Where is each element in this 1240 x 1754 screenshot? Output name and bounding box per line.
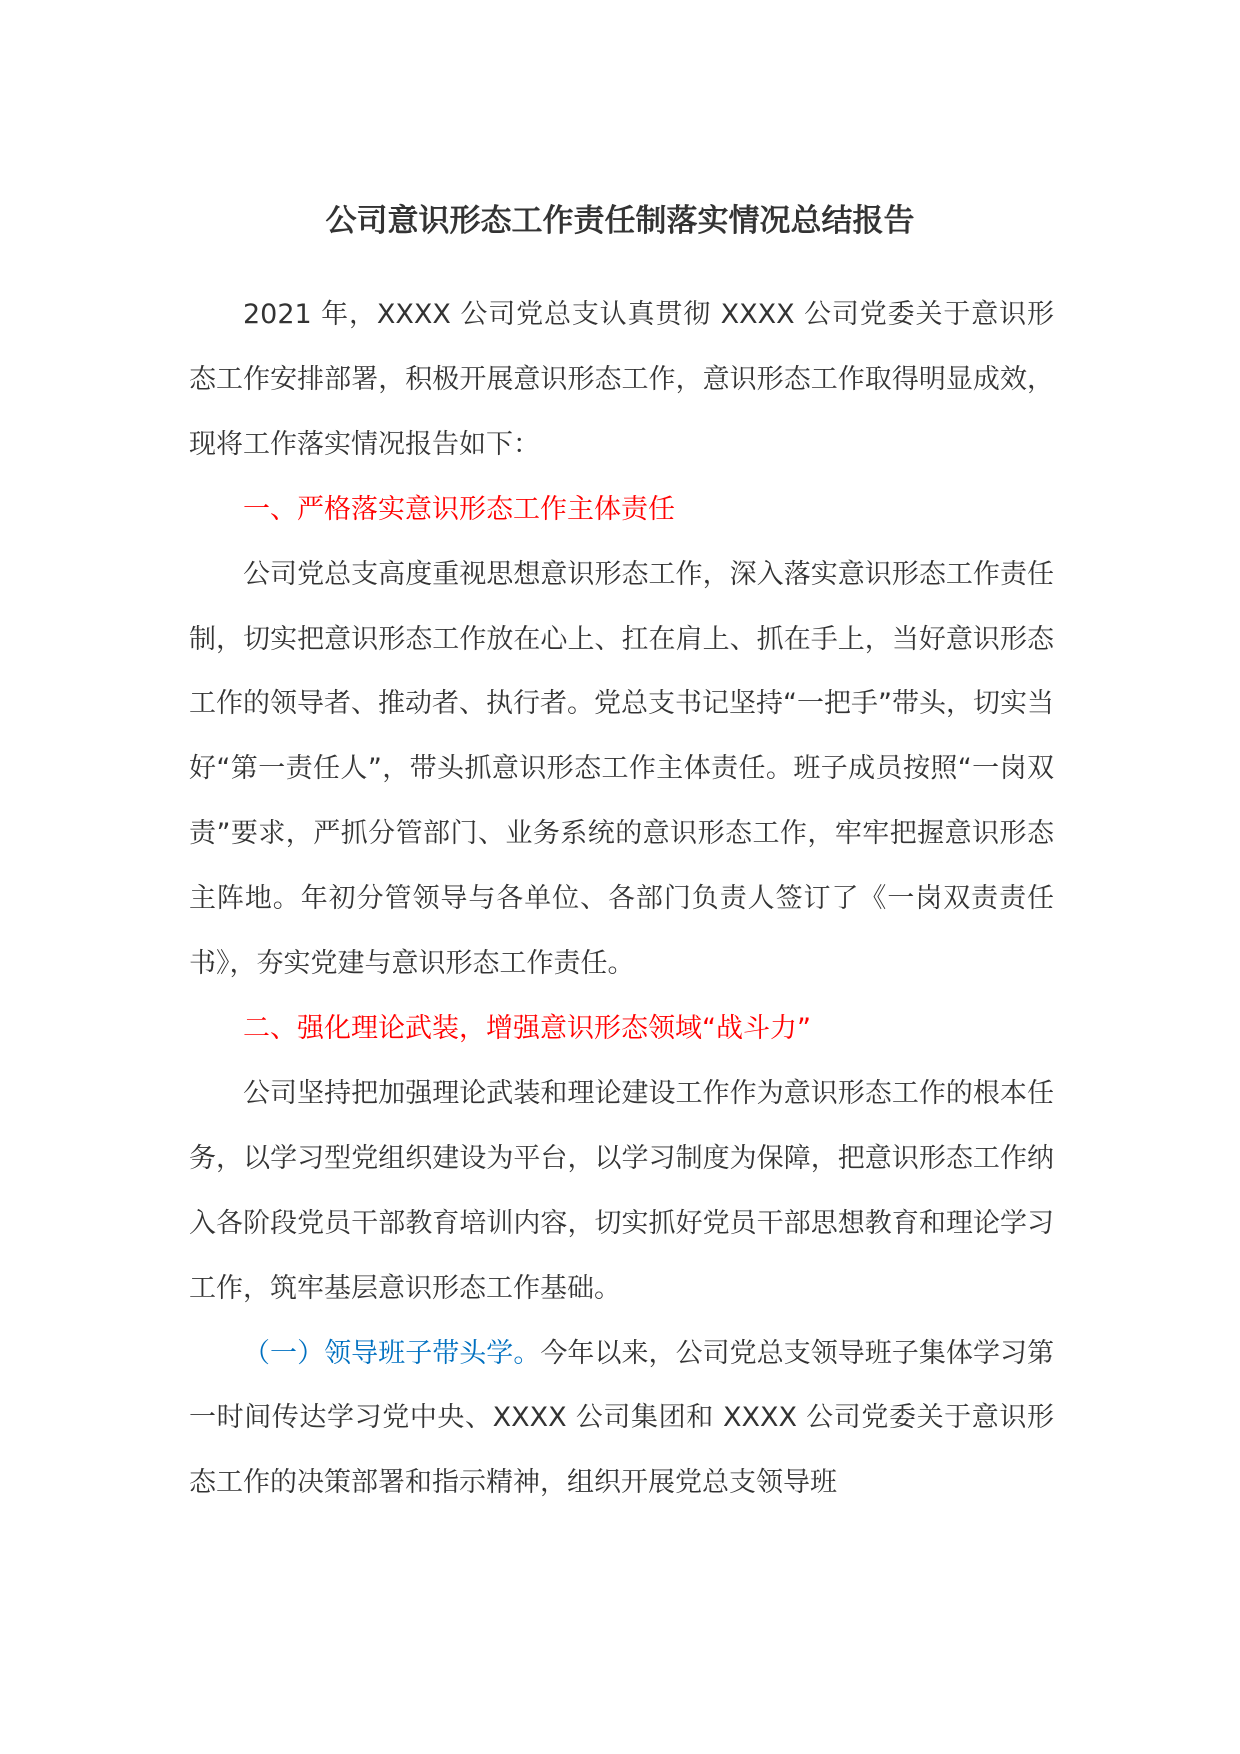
document-body [189, 283, 1054, 1516]
section-1-paragraph: 公司党总支高度重视思想意识形态工作，深入落实意识形态工作责任制，切实把意识形态工作放在心上、扛在肩上、抓在手上，当好意识形态工作的领导者、推动者、执行者。党总支书记坚持“一把手”带头，切实当好“第一责任人”，带头抓意识形态工作主体责任。班子成员按照“一岗双责”要求，严抓分管部门、业务系统的意识形态工作，牢牢把握意识形态主阵地。年初分管领导与各单位、各部门负责人签订了《一岗双责责任书》，夯实党建与意识形态工作责任。 [189, 558, 1054, 980]
section-1-heading: 一、严格落实意识形态工作主体责任 [243, 493, 675, 525]
intro-paragraph: 2021 年，XXXX 公司党总支认真贯彻 XXXX 公司党委关于意识形态工作安排部署，积极开展意识形态工作，意识形态工作取得明显成效，现将工作落实情况报告如下： [189, 299, 1054, 460]
section-2-heading: 二、强化理论武装，增强意识形态领域“战斗力” [243, 1012, 811, 1044]
section-2-paragraph: 公司坚持把加强理论武装和理论建设工作作为意识形态工作的根本任务，以学习型党组织建设为平台，以学习制度为保障，把意识形态工作纳入各阶段党员干部教育培训内容，切实抓好党员干部思想教育和理论学习工作，筑牢基层意识形态工作基础。 [189, 1077, 1054, 1304]
subsection-1-paragraph [189, 1322, 1054, 1517]
document-title: 公司意识形态工作责任制落实情况总结报告 [325, 203, 915, 239]
subsection-1-text: 今年以来，公司党总支领导班子集体学习第一时间传达学习党中央、XXXX 公司集团和 XXXX 公司党委关于意识形态工作的决策部署和指示精神，组织开展党总支领导班 [189, 1337, 1055, 1499]
subsection-1-label: （一）领导班子带头学。 [243, 1337, 541, 1369]
